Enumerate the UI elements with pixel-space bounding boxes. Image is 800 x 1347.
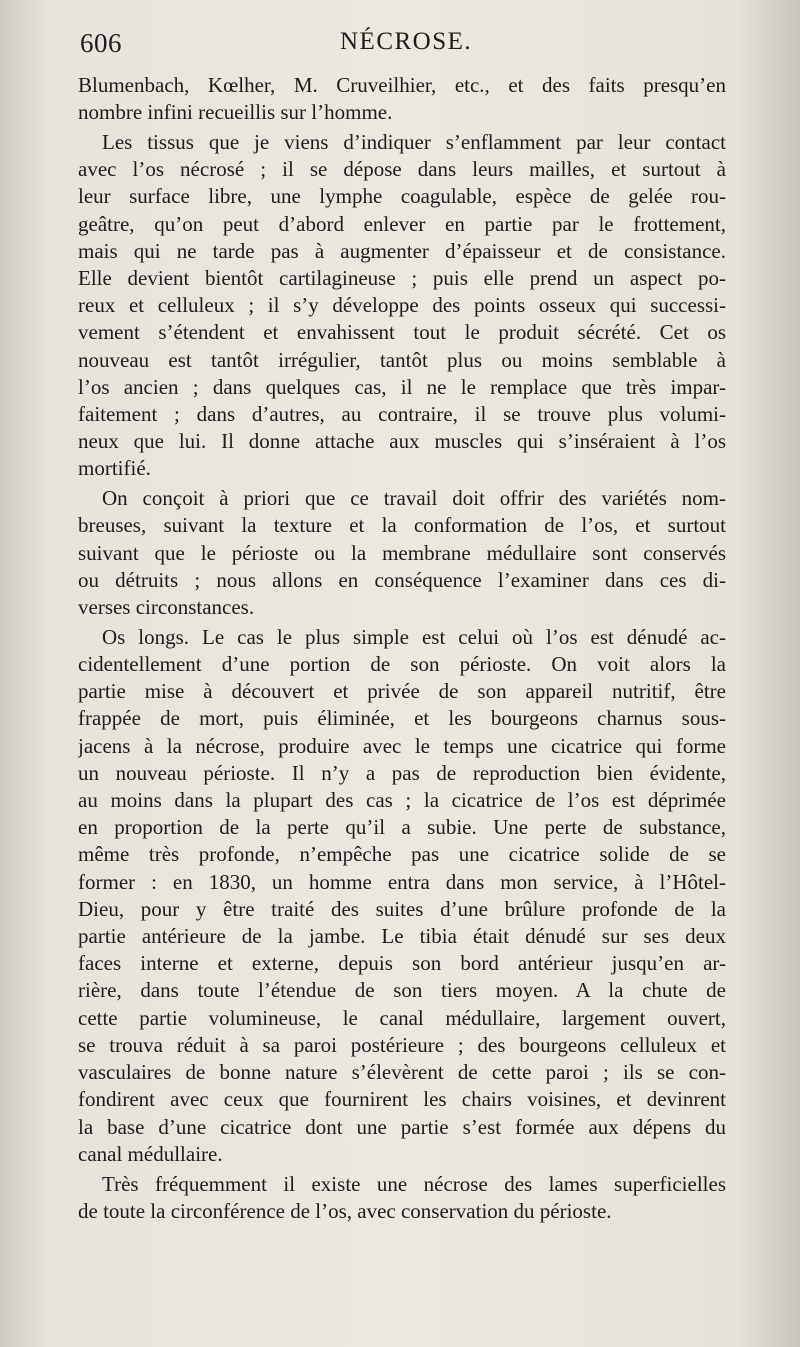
body-text — [78, 72, 726, 1228]
text-line: un nouveau périoste. Il n’y a pas de reproduction bien évidente, — [78, 760, 726, 785]
text-line: frappée de mort, puis éliminée, et les bourgeons charnus sous- — [78, 706, 726, 731]
text-line: de toute la circonférence de l’os, avec conservation du périoste. — [78, 1198, 612, 1223]
paragraph — [78, 485, 726, 621]
text-line: au moins dans la plupart des cas ; la cicatrice de l’os est déprimée — [78, 788, 726, 813]
text-line: Très fréquemment il existe une nécrose des lames superficielles — [102, 1171, 726, 1196]
text-line: Les tissus que je viens d’indiquer s’enflamment par leur contact — [102, 130, 726, 154]
text-line: suivant que le périoste ou la membrane médullaire sont conservés — [78, 540, 726, 565]
text-line: en proportion de la perte qu’il a subie. Une perte de substance, — [78, 815, 726, 840]
text-line: l’os ancien ; dans quelques cas, il ne le remplace que très impar- — [78, 374, 726, 399]
paragraph — [78, 129, 726, 483]
text-line: faces interne et externe, depuis son bord antérieur jusqu’en ar- — [78, 951, 726, 976]
text-line: mais qui ne tarde pas à augmenter d’épaisseur et de consistance. — [78, 238, 726, 263]
text-line: même très profonde, n’empêche pas une cicatrice solide de se — [78, 842, 726, 867]
text-line: rière, dans toute l’étendue de son tiers moyen. A la chute de — [78, 978, 726, 1003]
paragraph — [78, 72, 726, 126]
text-line: ou détruits ; nous allons en conséquence l’examiner dans ces di- — [78, 567, 726, 592]
text-line: canal médullaire. — [78, 1141, 223, 1166]
paragraph — [78, 624, 726, 1168]
text-line: neux que lui. Il donne attache aux muscles qui s’inséraient à l’os — [78, 429, 726, 454]
text-line: vement s’étendent et envahissent tout le produit sécrété. Cet os — [78, 320, 726, 345]
text-line: jacens à la nécrose, produire avec le temps une cicatrice qui forme — [78, 733, 726, 758]
text-line: fondirent avec ceux que fournirent les chairs voisines, et devinrent — [78, 1087, 726, 1112]
text-line: se trouva réduit à sa paroi postérieure ; des bourgeons celluleux et — [78, 1032, 726, 1057]
page-header — [80, 28, 726, 64]
text-line: former : en 1830, un homme entra dans mon service, à l’Hôtel- — [78, 869, 726, 894]
text-line: reux et celluleux ; il s’y développe des points osseux qui successi- — [78, 293, 726, 318]
text-line: nombre infini recueillis sur l’homme. — [78, 100, 393, 125]
text-line: cette partie volumineuse, le canal médullaire, largement ouvert, — [78, 1005, 726, 1030]
text-line: Dieu, pour y être traité des suites d’une brûlure profonde de la — [78, 896, 726, 921]
text-line: faitement ; dans d’autres, au contraire, il se trouve plus volumi- — [78, 402, 726, 427]
running-head: NÉCROSE. — [340, 28, 473, 55]
page-number: 606 — [80, 28, 122, 58]
text-line: Blumenbach, Kœlher, M. Cruveilhier, etc., et des faits presqu’en — [78, 73, 726, 97]
text-line: On conçoit à priori que ce travail doit offrir des variétés nom- — [102, 486, 726, 511]
text-line: leur surface libre, une lymphe coagulable, espèce de gelée rou- — [78, 184, 726, 209]
text-line: Elle devient bientôt cartilagineuse ; puis elle prend un aspect po- — [78, 266, 726, 291]
text-line: breuses, suivant la texture et la conformation de l’os, et surtout — [78, 513, 726, 538]
text-line: avec l’os nécrosé ; il se dépose dans leurs mailles, et surtout à — [78, 157, 726, 182]
text-line: partie antérieure de la jambe. Le tibia était dénudé sur ses deux — [78, 924, 726, 949]
text-line: vasculaires de bonne nature s’élevèrent de cette paroi ; ils se con- — [78, 1060, 726, 1085]
text-line: mortifié. — [78, 456, 151, 481]
text-line: geâtre, qu’on peut d’abord enlever en partie par le frottement, — [78, 211, 726, 236]
text-line: verses circonstances. — [78, 595, 255, 620]
text-line: partie mise à découvert et privée de son appareil nutritif, être — [78, 679, 726, 704]
paragraph — [78, 1171, 726, 1225]
text-line: nouveau est tantôt irrégulier, tantôt plus ou moins semblable à — [78, 347, 726, 372]
text-line: la base d’une cicatrice dont une partie s’est formée aux dépens du — [78, 1114, 726, 1139]
text-line: Os longs. Le cas le plus simple est celui où l’os est dénudé ac- — [102, 624, 726, 649]
text-line: cidentellement d’une portion de son périoste. On voit alors la — [78, 652, 726, 677]
